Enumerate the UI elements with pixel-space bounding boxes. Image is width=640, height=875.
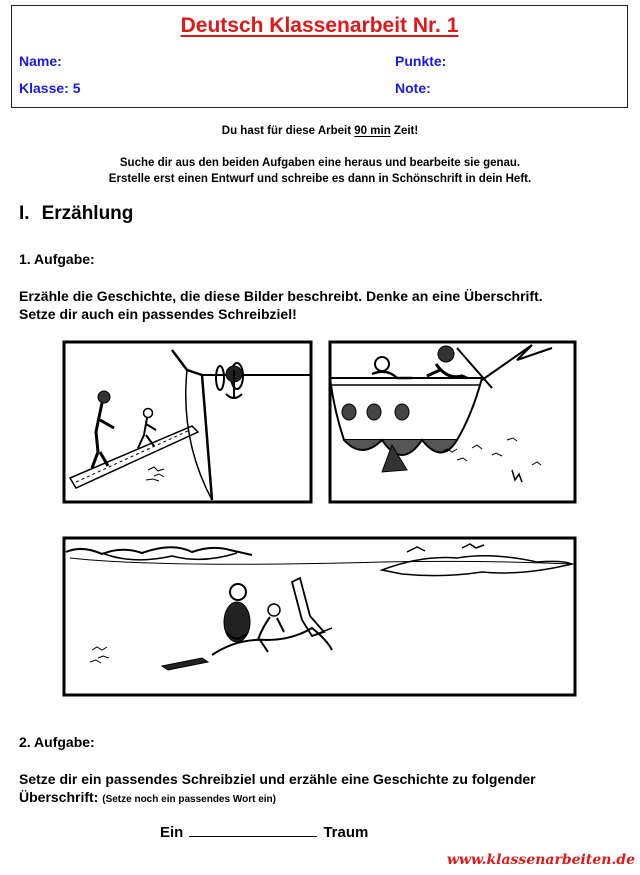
task2-hint: (Setze noch ein passendes Wort ein) <box>102 794 276 805</box>
note-label: Note: <box>395 80 431 96</box>
comic-panel-1 <box>64 342 311 502</box>
title-prompt: Ein Traum <box>160 824 369 841</box>
comic-panel-3 <box>64 538 575 695</box>
page-title: Deutsch Klassenarbeit Nr. 1 <box>180 14 459 37</box>
instruction-line-2: Erstelle erst einen Entwurf und schreibe es dann in Schönschrift in dein Heft. <box>108 173 532 185</box>
blank-line[interactable] <box>189 824 317 837</box>
section-heading: I. Erzählung <box>19 203 134 224</box>
task1-heading: 1. Aufgabe: <box>19 251 95 267</box>
task2-text: Setze dir ein passendes Schreibziel und erzähle eine Geschichte zu folgender Überschrift: (Setze noch ein passendes Wort ein) <box>19 771 536 805</box>
website-link[interactable]: www.klassenarbeiten.de <box>446 852 635 868</box>
instruction-line-1: Suche dir aus den beiden Aufgaben eine heraus und bearbeite sie genau. <box>119 157 521 169</box>
punkte-label: Punkte: <box>395 53 447 69</box>
klasse-label: Klasse: 5 <box>19 80 81 96</box>
header-box <box>11 5 628 108</box>
name-label: Name: <box>19 53 62 69</box>
task1-text: Erzähle die Geschichte, die diese Bilder beschreibt. Denke an eine Überschrift. Setze dir auch ein passendes Schreibziel! <box>19 288 543 322</box>
comic-illustration <box>62 340 577 698</box>
task2-heading: 2. Aufgabe: <box>19 734 95 750</box>
time-instruction: Du hast für diese Arbeit 90 min Zeit! <box>221 125 419 137</box>
time-value: 90 min <box>354 125 391 137</box>
comic-panel-2 <box>330 342 575 502</box>
